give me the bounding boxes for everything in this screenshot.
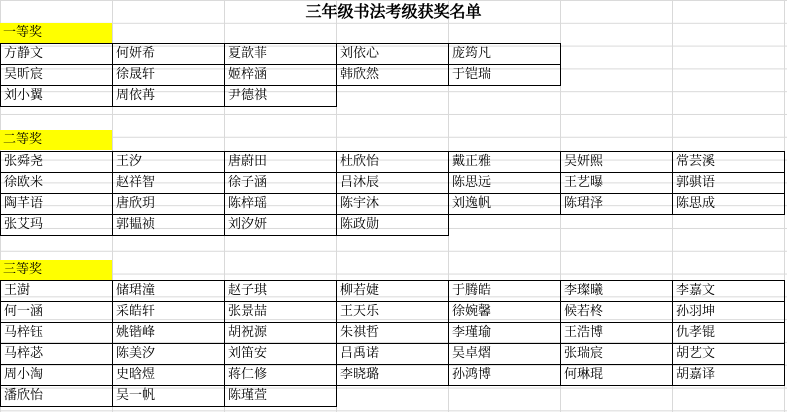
name-cell: 仇孝锟 <box>673 323 785 344</box>
table-row <box>1 152 785 173</box>
name-cell: 于腾皓 <box>449 281 561 302</box>
third-prize-label: 三等奖 <box>0 260 112 280</box>
sheet-title: 三年级书法考级获奖名单 <box>305 2 482 21</box>
name-cell: 夏歆菲 <box>225 44 337 65</box>
table-row <box>1 323 785 344</box>
table-row <box>1 365 785 386</box>
name-cell: 吴卓熠 <box>449 344 561 365</box>
name-cell: 赵祥智 <box>113 173 225 194</box>
name-cell: 陈梓瑶 <box>225 194 337 215</box>
name-cell: 郭韫祯 <box>113 215 225 236</box>
name-cell: 姬梓涵 <box>225 65 337 86</box>
name-cell: 方静文 <box>1 44 113 65</box>
name-cell: 马梓苾 <box>1 344 113 365</box>
name-cell: 徐婉馨 <box>449 302 561 323</box>
third-prize-table <box>0 280 785 407</box>
name-cell: 庞筠凡 <box>449 44 561 65</box>
name-cell: 采皓轩 <box>113 302 225 323</box>
name-cell: 柳若婕 <box>337 281 449 302</box>
name-cell: 陈宇沐 <box>337 194 449 215</box>
table-row <box>1 215 785 236</box>
name-cell: 孙鸿博 <box>449 365 561 386</box>
name-cell: 徐晟轩 <box>113 65 225 86</box>
name-cell: 李璨曦 <box>561 281 673 302</box>
name-cell: 韩欣然 <box>337 65 449 86</box>
name-cell: 刘依心 <box>337 44 449 65</box>
name-cell: 陈瑾萱 <box>225 386 337 407</box>
name-cell: 王天乐 <box>337 302 449 323</box>
name-cell: 史晗煜 <box>113 365 225 386</box>
name-cell: 吕沐辰 <box>337 173 449 194</box>
second-prize-table <box>0 151 785 236</box>
name-cell: 周小淘 <box>1 365 113 386</box>
name-cell: 何一涵 <box>1 302 113 323</box>
name-cell: 储珺潼 <box>113 281 225 302</box>
name-cell: 王艺曝 <box>561 173 673 194</box>
name-cell: 唐蔚田 <box>225 152 337 173</box>
table-row <box>1 86 561 107</box>
name-cell: 赵子琪 <box>225 281 337 302</box>
table-row <box>1 65 561 86</box>
name-cell: 胡嘉译 <box>673 365 785 386</box>
name-cell: 刘小翼 <box>1 86 113 107</box>
name-cell: 徐欧米 <box>1 173 113 194</box>
name-cell: 李嘉文 <box>673 281 785 302</box>
name-cell: 于铠瑞 <box>449 65 561 86</box>
name-cell: 蒋仁修 <box>225 365 337 386</box>
name-cell: 候若柊 <box>561 302 673 323</box>
table-row <box>1 386 785 407</box>
name-cell: 周依苒 <box>113 86 225 107</box>
name-cell: 常芸溪 <box>673 152 785 173</box>
first-prize-label: 一等奖 <box>0 23 112 43</box>
name-cell: 唐欣玥 <box>113 194 225 215</box>
name-cell: 陈思远 <box>449 173 561 194</box>
name-cell: 陈政勋 <box>337 215 449 236</box>
name-cell: 戴正雅 <box>449 152 561 173</box>
name-cell: 潘欣怡 <box>1 386 113 407</box>
name-cell: 张瑞宸 <box>561 344 673 365</box>
name-cell: 刘笛安 <box>225 344 337 365</box>
name-cell: 张景喆 <box>225 302 337 323</box>
name-cell: 姚锴峰 <box>113 323 225 344</box>
table-row <box>1 194 785 215</box>
table-row <box>1 302 785 323</box>
name-cell: 尹德祺 <box>225 86 337 107</box>
name-cell: 陈美汐 <box>113 344 225 365</box>
name-cell: 李瑾瑜 <box>449 323 561 344</box>
name-cell: 马梓钰 <box>1 323 113 344</box>
name-cell: 吴妍熙 <box>561 152 673 173</box>
table-row <box>1 173 785 194</box>
name-cell: 吴昕宸 <box>1 65 113 86</box>
name-cell: 王澍 <box>1 281 113 302</box>
name-cell: 朱祺哲 <box>337 323 449 344</box>
name-cell: 吴一帆 <box>113 386 225 407</box>
name-cell: 杜欣怡 <box>337 152 449 173</box>
name-cell: 陈珺泽 <box>561 194 673 215</box>
name-cell: 张艾玛 <box>1 215 113 236</box>
name-cell: 王汐 <box>113 152 225 173</box>
name-cell: 李晓璐 <box>337 365 449 386</box>
name-cell: 张舜尧 <box>1 152 113 173</box>
name-cell: 孙羽坤 <box>673 302 785 323</box>
name-cell: 吕禹诺 <box>337 344 449 365</box>
name-cell: 何妍希 <box>113 44 225 65</box>
second-prize-label: 二等奖 <box>0 130 112 150</box>
name-cell: 何琳琨 <box>561 365 673 386</box>
name-cell: 胡艺文 <box>673 344 785 365</box>
table-row <box>1 44 561 65</box>
name-cell: 刘逸帆 <box>449 194 561 215</box>
name-cell: 刘汐妍 <box>225 215 337 236</box>
table-row <box>1 344 785 365</box>
name-cell: 郭骐语 <box>673 173 785 194</box>
name-cell: 胡祝源 <box>225 323 337 344</box>
table-row <box>1 281 785 302</box>
first-prize-table <box>0 43 561 107</box>
name-cell: 陈思成 <box>673 194 785 215</box>
name-cell: 徐子涵 <box>225 173 337 194</box>
name-cell: 陶芊语 <box>1 194 113 215</box>
name-cell: 王浩博 <box>561 323 673 344</box>
